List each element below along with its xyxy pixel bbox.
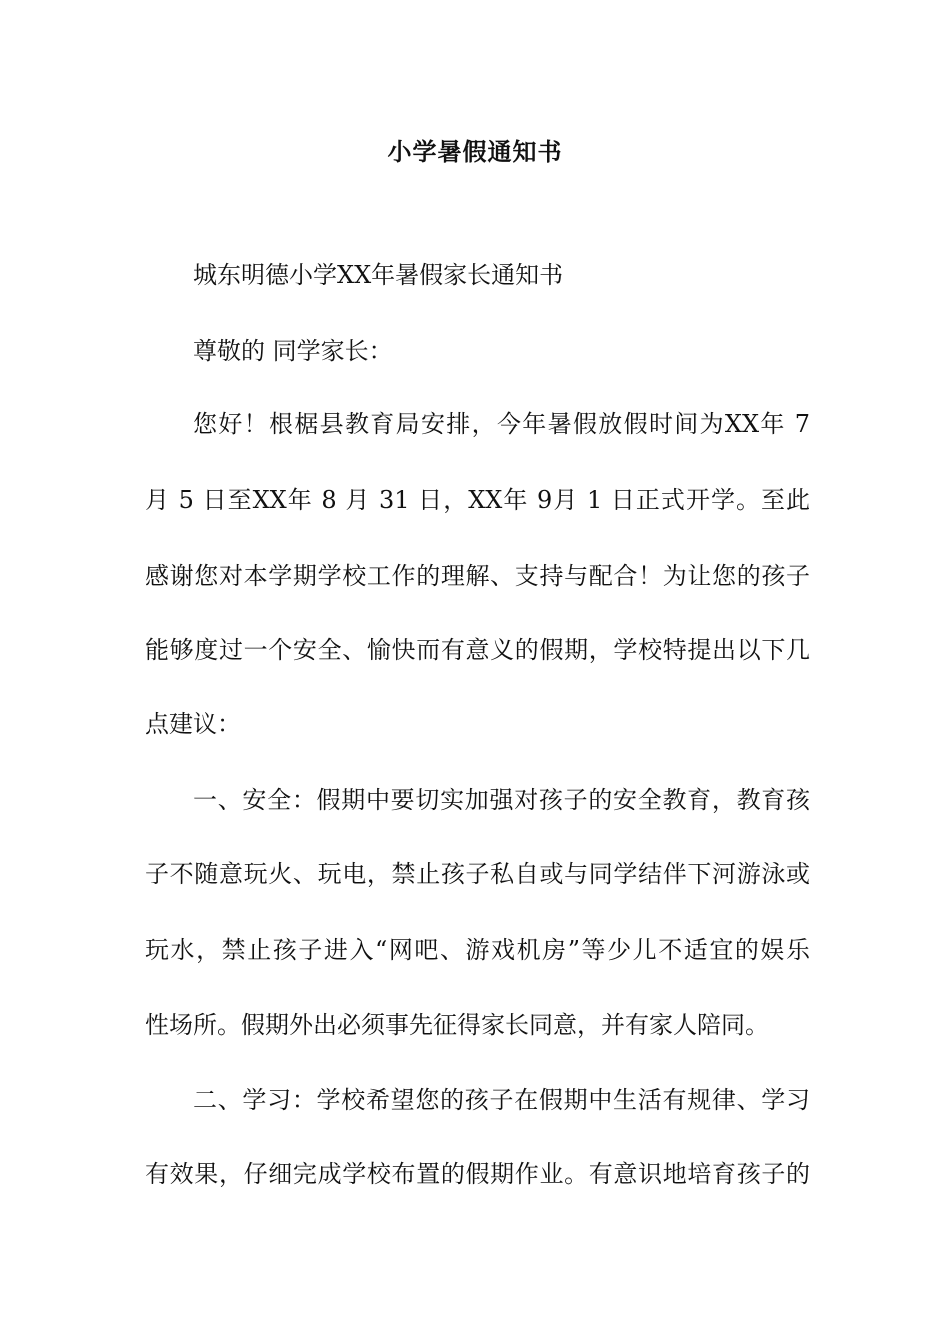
body-line: 您好！根椐县教育局安排，今年暑假放假时间为XX年 7 — [193, 410, 810, 438]
school-heading-line: 城东明德小学XX年暑假家长通知书 — [193, 261, 564, 289]
salutation-line: 尊敬的 同学家长： — [193, 337, 393, 365]
body-line: 月 5 日至XX年 8 月 31 日，XX年 9月 1 日正式开学。至此 — [145, 486, 810, 514]
safety-section-line: 一、安全：假期中要切实加强对孩子的安全教育，教育孩 — [193, 786, 810, 814]
safety-section-line: 子不随意玩火、玩电，禁止孩子私自或与同学结伴下河游泳或 — [145, 860, 810, 888]
study-section-line: 有效果，仔细完成学校布置的假期作业。有意识地培育孩子的 — [145, 1160, 810, 1188]
safety-section-line: 玩水，禁止孩子进入“网吧、游戏机房”等少儿不适宜的娱乐 — [145, 936, 810, 964]
study-section-line: 二、学习：学校希望您的孩子在假期中生活有规律、学习 — [193, 1086, 810, 1114]
body-line: 能够度过一个安全、愉快而有意义的假期，学校特提出以下几 — [145, 636, 810, 664]
document-title: 小学暑假通知书 — [387, 137, 563, 166]
body-line: 感谢您对本学期学校工作的理解、支持与配合！为让您的孩子 — [145, 562, 810, 590]
safety-section-line: 性场所。假期外出必须事先征得家长同意，并有家人陪同。 — [145, 1011, 769, 1039]
body-line: 点建议： — [145, 710, 241, 738]
